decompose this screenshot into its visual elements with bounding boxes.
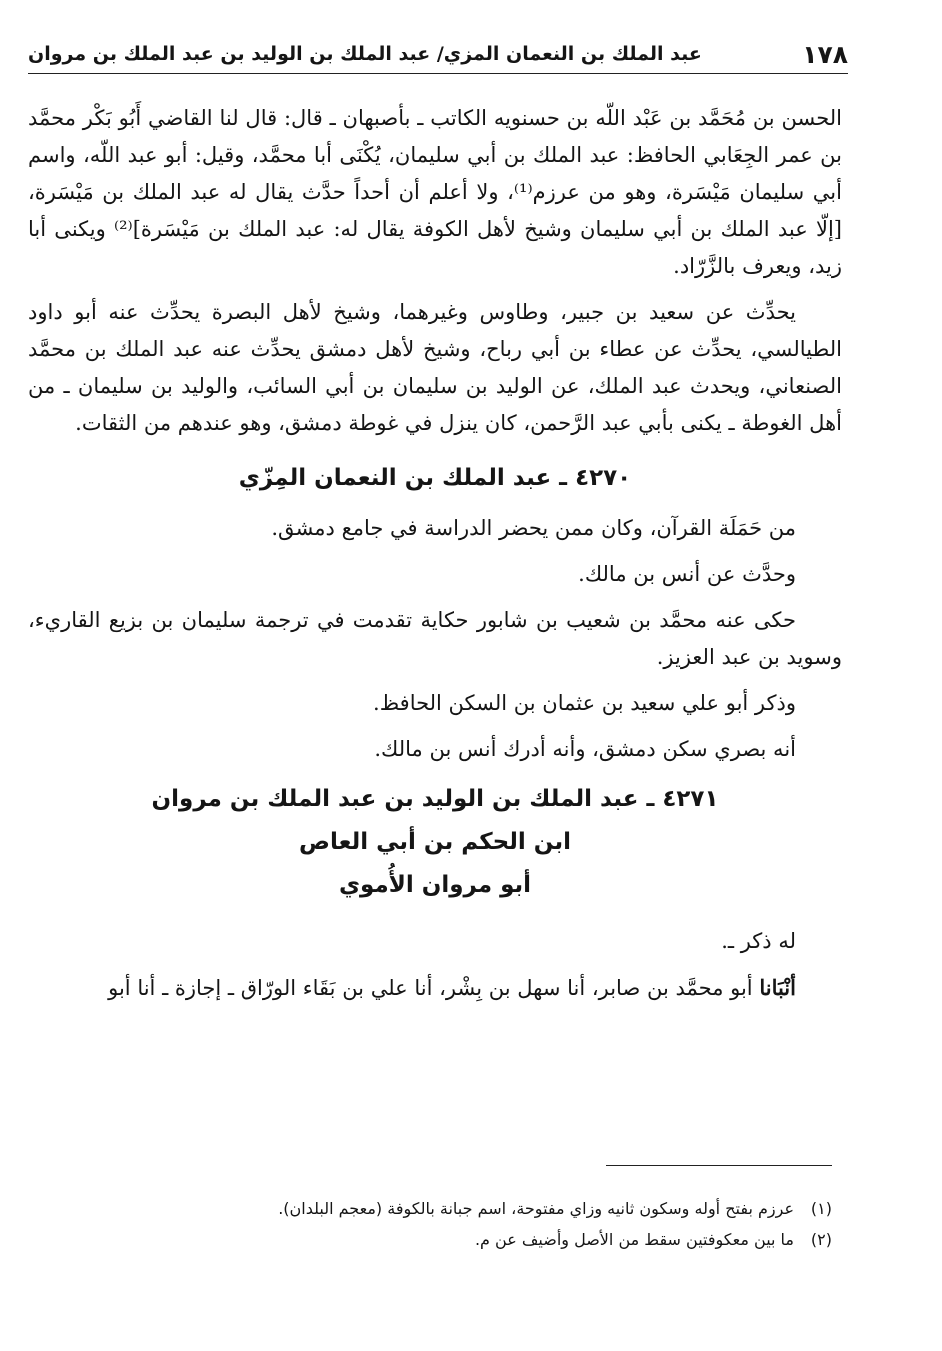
paragraph: وذكر أبو علي سعيد بن عثمان بن السكن الحافظ. [373, 691, 796, 715]
footnote-number: (١) [810, 1199, 832, 1218]
main-text [28, 100, 842, 1016]
heading-line: ابن الحكم بن أبي العاص [299, 829, 571, 855]
paragraph: الحسن بن مُحَمَّد بن عَبْد اللّه بن حسنويه الكاتب ـ بأصبهان ـ قال: قال لنا القاضي أَبُو بَكْر محمَّد بن عمر الجِعَابي الحافظ: عبد الملك بن أبي سليمان، يُكْنَى أبا محمَّد، وقيل: أبو عبد اللّه، واسم أبي سليمان مَيْسَرة، وهو من عرزم⁽¹⁾، ولا أعلم أن أحداً حدَّث يقال له عبد الملك بن مَيْسَرة، [إلّا عبد الملك بن أبي سليمان وشيخ لأهل الكوفة يقال له: عبد الملك بن مَيْسَرة]⁽²⁾ ويكنى أبا زيد، ويعرف بالزَّرّاد. [28, 106, 842, 278]
running-header [28, 40, 848, 80]
footnote-rule [606, 1165, 832, 1166]
paragraph: وحدَّث عن أنس بن مالك. [578, 562, 796, 586]
entry-heading-4271 [28, 778, 842, 907]
footnote-text: ما بين معكوفتين سقط من الأصل وأضيف عن م. [474, 1230, 794, 1249]
footnote [132, 1193, 832, 1224]
heading-line: أبو مروان الأُموي [338, 872, 532, 898]
paragraph: حكى عنه محمَّد بن شعيب بن شابور حكاية تقدمت في ترجمة سليمان بن بزيع القاريء، وسويد بن عبد العزيز. [28, 608, 842, 669]
paragraph: يحدِّث عن سعيد بن جبير، وطاوس وغيرهما، وشيخ لأهل البصرة يحدِّث عنه أبو داود الطيالسي، يحدِّث عن عطاء بن أبي رباح، وشيخ لأهل دمشق يحدِّث عنه عبد الملك بن محمَّد الصنعاني، ويحدث عبد الملك، عن الوليد بن سليمان بن أبي السائب، والوليد بن سليمان ـ من أهل الغوطة ـ يكنى بأبي عبد الرَّحمن، كان ينزل في غوطة دمشق، وهو عندهم من الثقات. [28, 300, 842, 435]
paragraph: له ذكر ـ. [721, 929, 796, 953]
paragraph [28, 969, 842, 1007]
page-number: ١٧٨ [802, 40, 848, 69]
paragraph-text: أبو محمَّد بن صابر، أنا سهل بن بِشْر، أنا علي بن بَقَاء الورّاق ـ إجازة ـ أنا أبو [108, 976, 760, 1000]
footnotes [132, 1193, 832, 1255]
lead-word: أنْبَانا [759, 975, 796, 1000]
footnote [132, 1224, 832, 1255]
entry-heading-4270: ٤٢٧٠ ـ عبد الملك بن النعمان المِزّي [238, 465, 632, 491]
footnote-number: (٢) [810, 1230, 832, 1249]
heading-line: ٤٢٧١ ـ عبد الملك بن الوليد بن عبد الملك بن مروان [151, 786, 719, 812]
header-rule [28, 73, 848, 74]
paragraph: من حَمَلَة القرآن، وكان ممن يحضر الدراسة في جامع دمشق. [271, 516, 796, 540]
running-title: عبد الملك بن النعمان المزي/ عبد الملك بن الوليد بن عبد الملك بن مروان [28, 43, 702, 65]
footnote-text: عرزم بفتح أوله وسكون ثانيه وزاي مفتوحة، اسم جبانة بالكوفة (معجم البلدان). [278, 1199, 794, 1218]
paragraph: أنه بصري سكن دمشق، وأنه أدرك أنس بن مالك. [374, 737, 796, 761]
